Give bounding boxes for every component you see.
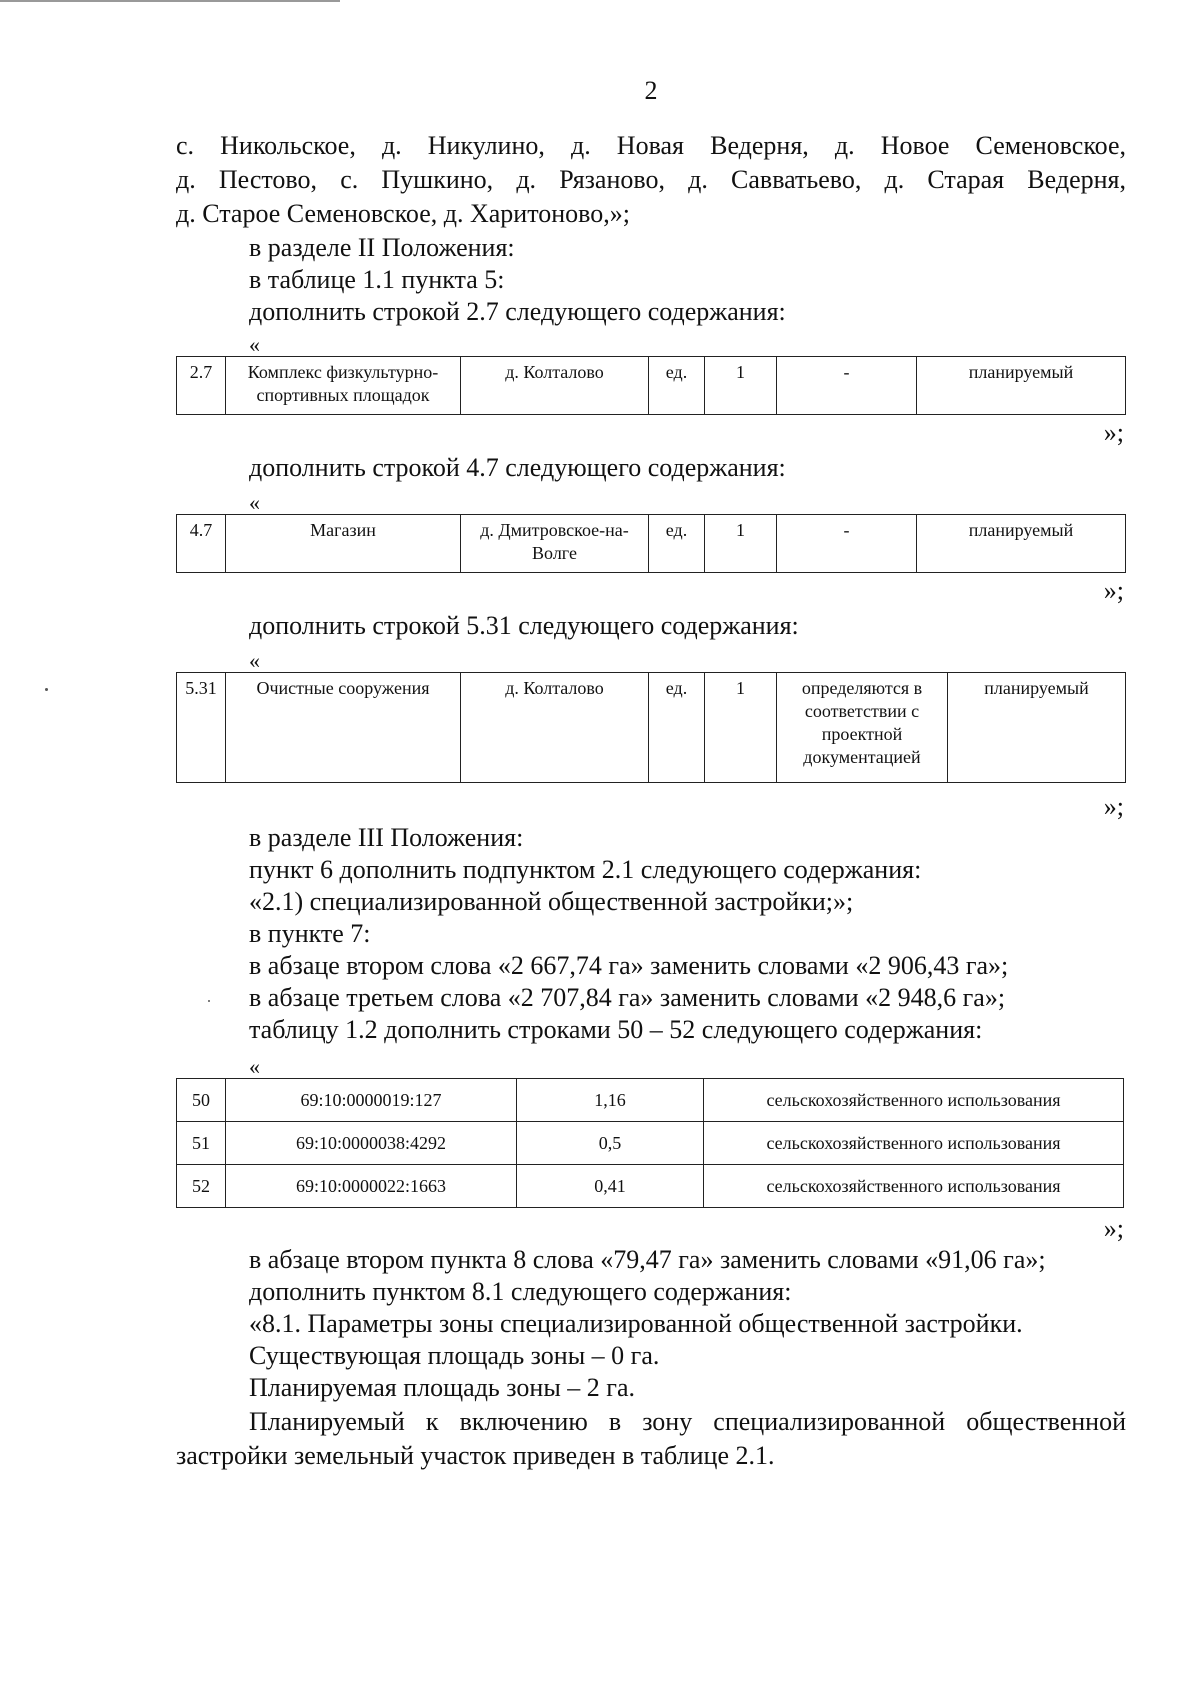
- object-name: Магазин: [226, 515, 461, 573]
- object-unit: ед.: [649, 357, 705, 415]
- closing-line: дополнить пунктом 8.1 следующего содержания:: [249, 1277, 792, 1306]
- scan-speck: [208, 1000, 210, 1002]
- table-row: [177, 1165, 1124, 1208]
- table-row: [177, 673, 1126, 783]
- plot-number: 50: [177, 1079, 226, 1122]
- row-number: 4.7: [177, 515, 226, 573]
- section-3-line: в абзаце втором слова «2 667,74 га» заменить словами «2 906,43 га»;: [249, 951, 1009, 980]
- object-status: планируемый: [917, 357, 1126, 415]
- object-unit: ед.: [649, 515, 705, 573]
- final-paragraph-line-1: Планируемый к включению в зону специализированной общественной: [249, 1407, 1126, 1436]
- section-2-heading: в разделе II Положения:: [249, 233, 515, 262]
- land-plots-table: [176, 1078, 1124, 1208]
- object-quantity: 1: [705, 515, 777, 573]
- object-status: планируемый: [948, 673, 1126, 783]
- object-parameters: определяются в соответствии с проектной документацией: [777, 673, 948, 783]
- quote-open: «: [249, 490, 260, 515]
- addition-instruction: дополнить строкой 5.31 следующего содержания:: [249, 611, 799, 640]
- plot-number: 52: [177, 1165, 226, 1208]
- quote-close: »;: [1103, 418, 1124, 447]
- plot-cadastral-number: 69:10:0000022:1663: [226, 1165, 517, 1208]
- page-number: 2: [644, 76, 658, 105]
- closing-line: в абзаце втором пункта 8 слова «79,47 га» заменить словами «91,06 га»;: [249, 1245, 1046, 1274]
- object-parameters: -: [777, 515, 917, 573]
- section-3-line: «2.1) специализированной общественной застройки;»;: [249, 887, 854, 916]
- intro-line-2: д. Пестово, с. Пушкино, д. Рязаново, д. Савватьево, д. Старая Ведерня,: [176, 165, 1126, 194]
- addition-instruction: дополнить строкой 2.7 следующего содержания:: [249, 297, 786, 326]
- quote-open: «: [249, 332, 260, 357]
- section-3-line: пункт 6 дополнить подпунктом 2.1 следующего содержания:: [249, 855, 922, 884]
- row-number: 5.31: [177, 673, 226, 783]
- plot-area: 1,16: [517, 1079, 704, 1122]
- object-quantity: 1: [705, 357, 777, 415]
- section-2-table-ref: в таблице 1.1 пункта 5:: [249, 265, 505, 294]
- object-name: Очистные сооружения: [226, 673, 461, 783]
- objects-table-row-2-7: [176, 356, 1126, 415]
- objects-table-row-5-31: [176, 672, 1126, 783]
- closing-line: Существующая площадь зоны – 0 га.: [249, 1341, 660, 1370]
- object-status: планируемый: [917, 515, 1126, 573]
- section-3-line: в разделе III Положения:: [249, 823, 524, 852]
- plot-cadastral-number: 69:10:0000019:127: [226, 1079, 517, 1122]
- scan-edge-line: [0, 0, 340, 2]
- table-row: [177, 1122, 1124, 1165]
- scan-speck: [45, 688, 48, 691]
- quote-close: »;: [1103, 792, 1124, 821]
- object-name: Комплекс физкультурно-спортивных площадок: [226, 357, 461, 415]
- objects-table-row-4-7: [176, 514, 1126, 573]
- plot-category: сельскохозяйственного использования: [704, 1122, 1124, 1165]
- plot-number: 51: [177, 1122, 226, 1165]
- closing-line: Планируемая площадь зоны – 2 га.: [249, 1373, 635, 1402]
- plot-cadastral-number: 69:10:0000038:4292: [226, 1122, 517, 1165]
- quote-close: »;: [1103, 576, 1124, 605]
- object-location: д. Колталово: [461, 357, 649, 415]
- table-row: [177, 515, 1126, 573]
- quote-open: «: [249, 648, 260, 673]
- final-paragraph-line-2: застройки земельный участок приведен в таблице 2.1.: [176, 1441, 775, 1470]
- section-3-line: таблицу 1.2 дополнить строками 50 – 52 следующего содержания:: [249, 1015, 983, 1044]
- table-row: [177, 357, 1126, 415]
- object-quantity: 1: [705, 673, 777, 783]
- table-row: [177, 1079, 1124, 1122]
- plot-area: 0,5: [517, 1122, 704, 1165]
- object-location: д. Колталово: [461, 673, 649, 783]
- quote-close: »;: [1103, 1214, 1124, 1243]
- closing-line: «8.1. Параметры зоны специализированной общественной застройки.: [249, 1309, 1023, 1338]
- section-3-line: в абзаце третьем слова «2 707,84 га» заменить словами «2 948,6 га»;: [249, 983, 1006, 1012]
- plot-category: сельскохозяйственного использования: [704, 1165, 1124, 1208]
- addition-instruction: дополнить строкой 4.7 следующего содержания:: [249, 453, 786, 482]
- intro-line-3: д. Старое Семеновское, д. Харитоново,»;: [176, 199, 630, 228]
- quote-open: «: [249, 1054, 260, 1079]
- intro-line-1: с. Никольское, д. Никулино, д. Новая Ведерня, д. Новое Семеновское,: [176, 131, 1126, 160]
- plot-area: 0,41: [517, 1165, 704, 1208]
- object-location: д. Дмитровское-на-Волге: [461, 515, 649, 573]
- section-3-line: в пункте 7:: [249, 919, 371, 948]
- row-number: 2.7: [177, 357, 226, 415]
- object-unit: ед.: [649, 673, 705, 783]
- plot-category: сельскохозяйственного использования: [704, 1079, 1124, 1122]
- object-parameters: -: [777, 357, 917, 415]
